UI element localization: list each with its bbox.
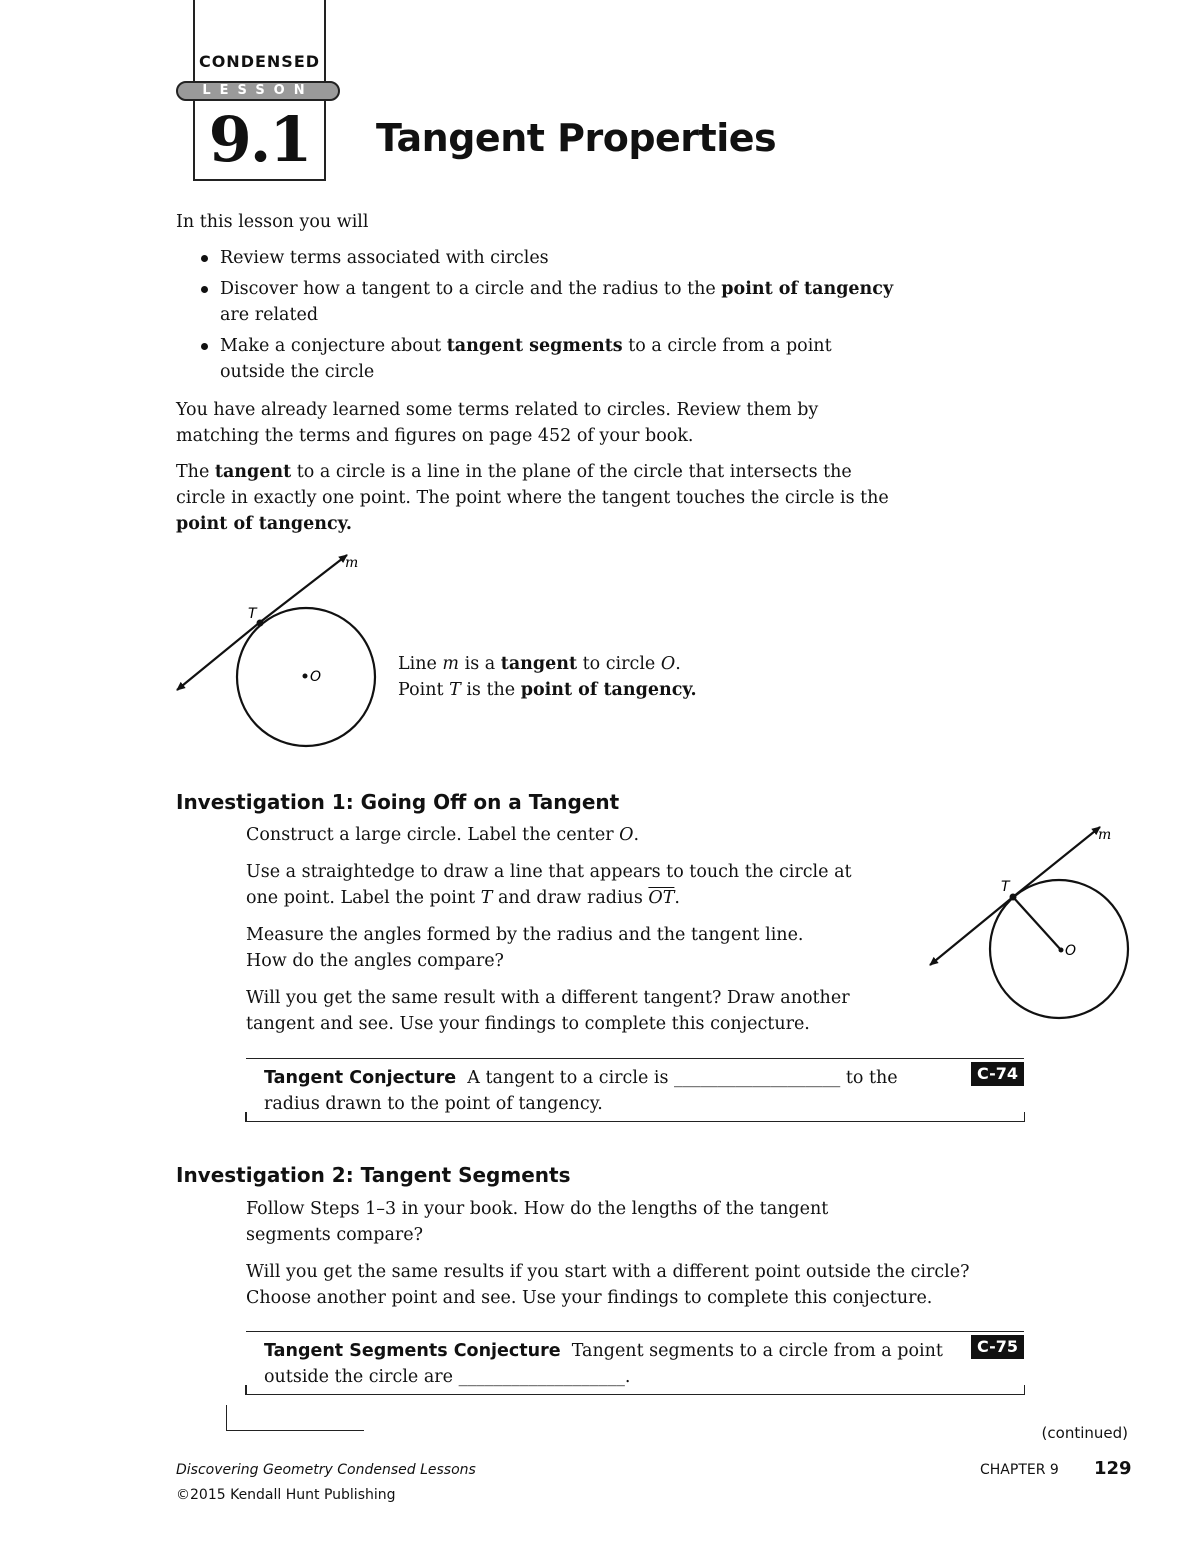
footer-corner-mark xyxy=(226,1405,364,1431)
box-tick-left xyxy=(245,1385,247,1395)
investigation-1-heading: Investigation 1: Going Off on a Tangent xyxy=(176,790,620,814)
investigation-2-heading: Investigation 2: Tangent Segments xyxy=(176,1163,571,1187)
conjecture-name: Tangent Conjecture xyxy=(264,1068,457,1088)
tangent-line-m-lower xyxy=(177,623,259,690)
point-t xyxy=(257,620,264,627)
answer-blank[interactable]: ___________________ xyxy=(458,1367,625,1387)
box-tick-right xyxy=(1024,1112,1026,1122)
footer-book-title: Discovering Geometry Condensed Lessons xyxy=(176,1462,476,1478)
page-title: Tangent Properties xyxy=(376,116,777,160)
inv1-step-construct: Construct a large circle. Label the center O. xyxy=(246,825,640,845)
label-m: m xyxy=(345,555,359,571)
paragraph-tangent-definition: The tangent to a circle is a line in the plane of the circle that intersects the circle in exactly one point. The point where the tangent touches the circle is the point of tangency. xyxy=(176,462,889,534)
box-tick-right xyxy=(1024,1385,1026,1395)
conjecture-box-c74 xyxy=(246,1058,1024,1122)
label-o: O xyxy=(310,669,322,685)
conjecture-tag: C-75 xyxy=(971,1335,1024,1359)
list-item: Review terms associated with circles xyxy=(200,245,900,271)
label-o: O xyxy=(1065,943,1077,959)
point-t xyxy=(1010,894,1017,901)
radius-ot xyxy=(1013,897,1061,950)
continued-label: (continued) xyxy=(1041,1424,1128,1442)
label-t: T xyxy=(248,606,257,622)
tangent-figure-1 xyxy=(165,548,395,753)
conjecture-name: Tangent Segments Conjecture xyxy=(264,1341,561,1361)
figure-1-caption xyxy=(398,651,697,703)
paragraph-review-terms: You have already learned some terms related to circles. Review them by matching the terms and figures on page 452 of your book. xyxy=(176,400,819,446)
investigation-2-body xyxy=(246,1196,986,1322)
inv2-step-repeat: Will you get the same results if you start with a different point outside the circle? Choose another point and see. Use your findings to complete this conjecture. xyxy=(246,1262,970,1308)
label-t: T xyxy=(1001,879,1010,895)
investigation-1-body xyxy=(246,822,886,1048)
box-tick-left xyxy=(245,1112,247,1122)
footer-chapter: CHAPTER 9 xyxy=(980,1462,1059,1478)
inv2-step-follow: Follow Steps 1–3 in your book. How do the lengths of the tangent segments compare? xyxy=(246,1199,829,1245)
badge-lesson-label: LESSON xyxy=(176,81,340,101)
center-o xyxy=(303,674,308,679)
answer-blank[interactable]: ___________________ xyxy=(674,1068,841,1088)
list-item: Make a conjecture about tangent segments to a circle from a point outside the circle xyxy=(200,333,900,385)
caption-line-1: Line m is a tangent to circle O. xyxy=(398,654,681,674)
intro-text: In this lesson you will xyxy=(176,212,369,232)
objectives-list xyxy=(200,245,900,390)
badge-condensed-label: CONDENSED xyxy=(198,52,321,71)
footer-copyright: ©2015 Kendall Hunt Publishing xyxy=(176,1487,396,1503)
caption-line-2: Point T is the point of tangency. xyxy=(398,680,697,700)
conjecture-tag: C-74 xyxy=(971,1062,1024,1086)
lesson-number: 9.1 xyxy=(193,101,326,181)
center-o xyxy=(1059,948,1064,953)
conjecture-c74-text: Tangent Conjecture A tangent to a circle is ___________________ to the radius drawn to the point of tangency. xyxy=(264,1068,898,1114)
list-item: Discover how a tangent to a circle and the radius to the point of tangency are related xyxy=(200,276,900,328)
inv1-step-measure: Measure the angles formed by the radius and the tangent line. How do the angles compare? xyxy=(246,925,804,971)
conjecture-box-c75 xyxy=(246,1331,1024,1395)
label-m: m xyxy=(1098,827,1112,843)
conjecture-c75-text: Tangent Segments Conjecture Tangent segments to a circle from a point outside the circle are ___________________. xyxy=(264,1341,943,1387)
tangent-figure-2 xyxy=(922,818,1137,1028)
inv1-step-draw: Use a straightedge to draw a line that appears to touch the circle at one point. Label the point T and draw radius $\overline{OT}$. xyxy=(246,862,852,908)
tangent-line-m-lower xyxy=(930,897,1013,965)
page-number: 129 xyxy=(1094,1458,1132,1479)
inv1-step-repeat: Will you get the same result with a different tangent? Draw another tangent and see. Use your findings to complete this conjecture. xyxy=(246,988,850,1034)
